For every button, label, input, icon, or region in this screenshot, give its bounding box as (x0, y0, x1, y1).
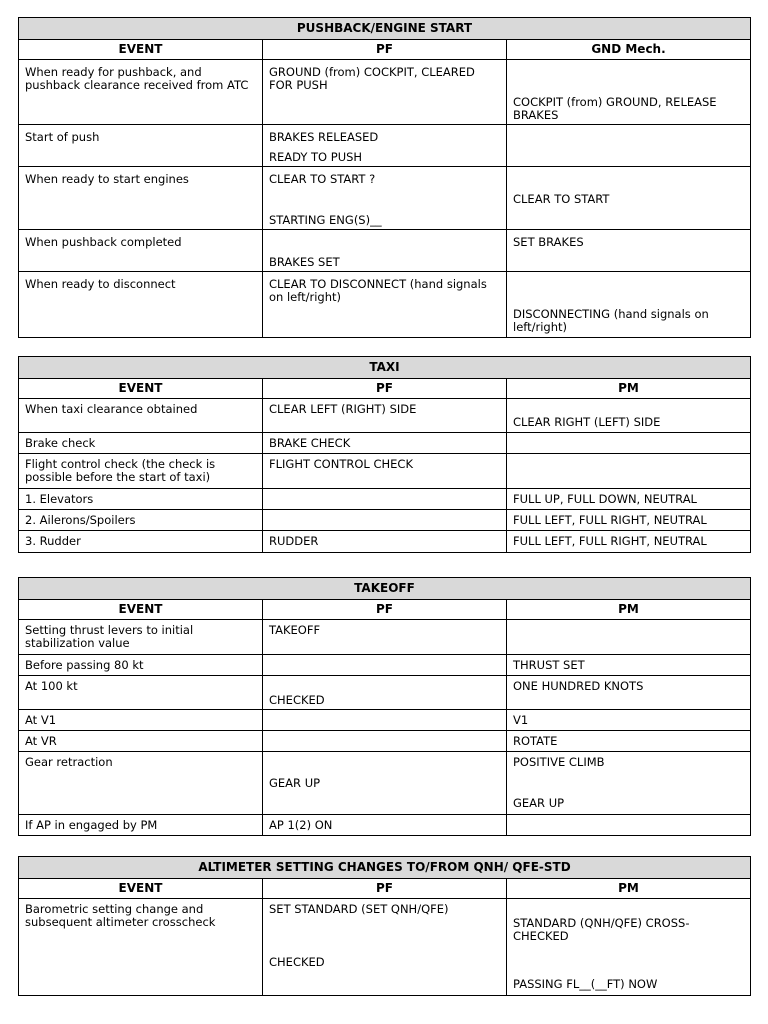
event-cell (19, 815, 263, 836)
procedure-table (18, 356, 751, 553)
column-header: EVENT (19, 40, 263, 60)
event-cell (19, 531, 263, 553)
pf-cell (263, 399, 507, 433)
pf-cell (263, 620, 507, 655)
cell-text: 1. Elevators (25, 492, 94, 506)
response-cell (507, 710, 751, 731)
cell-text: Barometric setting change and subsequent altimeter crosscheck (25, 902, 216, 929)
cell-text: DISCONNECTING (hand signals on left/right) (513, 307, 709, 334)
event-cell (19, 125, 263, 167)
event-cell (19, 454, 263, 489)
table-row (19, 815, 751, 836)
cell-text: Gear retraction (25, 755, 113, 769)
column-header: EVENT (19, 879, 263, 899)
cell-text: CHECKED (269, 955, 325, 969)
cell-text: Start of push (25, 130, 100, 144)
pf-cell (263, 167, 507, 230)
cell-text: Before passing 80 kt (25, 658, 144, 672)
event-cell (19, 433, 263, 454)
table-row (19, 731, 751, 752)
pf-cell (263, 510, 507, 531)
table-row (19, 655, 751, 676)
cell-text: When ready to start engines (25, 172, 189, 186)
cell-text: READY TO PUSH (269, 150, 363, 164)
pf-cell (263, 489, 507, 510)
cell-text: STARTING ENG(S)__ (269, 213, 382, 227)
event-cell (19, 752, 263, 815)
event-cell (19, 489, 263, 510)
event-cell (19, 272, 263, 338)
event-cell (19, 731, 263, 752)
column-header: EVENT (19, 600, 263, 620)
response-cell (507, 655, 751, 676)
column-header: PF (263, 379, 507, 399)
table-row (19, 531, 751, 553)
response-cell (507, 60, 751, 125)
cell-text: If AP in engaged by PM (25, 818, 158, 832)
table-row (19, 899, 751, 996)
response-cell (507, 167, 751, 230)
cell-text: CLEAR TO START (513, 192, 610, 206)
column-header: PF (263, 600, 507, 620)
cell-text: GEAR UP (513, 796, 565, 810)
pf-cell (263, 531, 507, 553)
procedure-table (18, 17, 751, 338)
pf-cell (263, 731, 507, 752)
event-cell (19, 676, 263, 710)
cell-text: At VR (25, 734, 57, 748)
pf-cell (263, 815, 507, 836)
response-cell (507, 230, 751, 272)
table-row (19, 60, 751, 125)
event-cell (19, 510, 263, 531)
event-cell (19, 230, 263, 272)
table-row (19, 399, 751, 433)
cell-text: COCKPIT (from) GROUND, RELEASE BRAKES (513, 95, 717, 122)
cell-text: BRAKES RELEASED (269, 130, 379, 144)
pf-cell (263, 676, 507, 710)
column-header: PM (507, 879, 751, 899)
section-title: TAKEOFF (19, 578, 751, 600)
cell-text: When ready to disconnect (25, 277, 176, 291)
section-title: ALTIMETER SETTING CHANGES TO/FROM QNH/ QFE-STD (19, 857, 751, 879)
cell-text: ROTATE (513, 734, 558, 748)
column-header: EVENT (19, 379, 263, 399)
table-row (19, 454, 751, 489)
column-header: PM (507, 379, 751, 399)
cell-text: 2. Ailerons/Spoilers (25, 513, 136, 527)
cell-text: AP 1(2) ON (269, 818, 333, 832)
cell-text: Flight control check (the check is possible before the start of taxi) (25, 457, 216, 484)
cell-text: SET BRAKES (513, 235, 584, 249)
pf-cell (263, 272, 507, 338)
table-row (19, 167, 751, 230)
response-cell (507, 815, 751, 836)
response-cell (507, 433, 751, 454)
cell-text: PASSING FL__(__FT) NOW (513, 977, 658, 991)
table-row (19, 230, 751, 272)
event-cell (19, 620, 263, 655)
column-header: PF (263, 879, 507, 899)
response-cell (507, 272, 751, 338)
event-cell (19, 399, 263, 433)
table-row (19, 510, 751, 531)
event-cell (19, 655, 263, 676)
event-cell (19, 899, 263, 996)
cell-text: FULL UP, FULL DOWN, NEUTRAL (513, 492, 697, 506)
cell-text: When ready for pushback, and pushback clearance received from ATC (25, 65, 249, 92)
response-cell (507, 454, 751, 489)
cell-text: When taxi clearance obtained (25, 402, 198, 416)
cell-text: CLEAR RIGHT (LEFT) SIDE (513, 415, 661, 429)
pf-cell (263, 230, 507, 272)
column-header: PF (263, 40, 507, 60)
cell-text: POSITIVE CLIMB (513, 755, 605, 769)
cell-text: STANDARD (QNH/QFE) CROSS-CHECKED (513, 916, 690, 943)
event-cell (19, 710, 263, 731)
cell-text: BRAKE CHECK (269, 436, 351, 450)
cell-text: GROUND (from) COCKPIT, CLEARED FOR PUSH (269, 65, 475, 92)
pf-cell (263, 433, 507, 454)
response-cell (507, 731, 751, 752)
pf-cell (263, 899, 507, 996)
response-cell (507, 489, 751, 510)
pf-cell (263, 752, 507, 815)
cell-text: BRAKES SET (269, 255, 340, 269)
cell-text: Setting thrust levers to initial stabilization value (25, 623, 194, 650)
cell-text: V1 (513, 713, 529, 727)
cell-text: FLIGHT CONTROL CHECK (269, 457, 413, 471)
event-cell (19, 60, 263, 125)
pf-cell (263, 125, 507, 167)
column-header: PM (507, 600, 751, 620)
response-cell (507, 531, 751, 553)
cell-text: ONE HUNDRED KNOTS (513, 679, 644, 693)
cell-text: CLEAR LEFT (RIGHT) SIDE (269, 402, 417, 416)
section-title: TAXI (19, 357, 751, 379)
pf-cell (263, 710, 507, 731)
procedure-table (18, 577, 751, 836)
cell-text: Brake check (25, 436, 96, 450)
cell-text: When pushback completed (25, 235, 182, 249)
cell-text: At 100 kt (25, 679, 78, 693)
table-row (19, 710, 751, 731)
response-cell (507, 676, 751, 710)
table-row (19, 752, 751, 815)
table-row (19, 489, 751, 510)
procedure-table (18, 856, 751, 996)
cell-text: CLEAR TO DISCONNECT (hand signals on left/right) (269, 277, 487, 304)
cell-text: THRUST SET (513, 658, 585, 672)
cell-text: RUDDER (269, 534, 319, 548)
cell-text: FULL LEFT, FULL RIGHT, NEUTRAL (513, 513, 707, 527)
pf-cell (263, 454, 507, 489)
response-cell (507, 899, 751, 996)
table-row (19, 676, 751, 710)
pf-cell (263, 655, 507, 676)
event-cell (19, 167, 263, 230)
section-title: PUSHBACK/ENGINE START (19, 18, 751, 40)
cell-text: CLEAR TO START ? (269, 172, 376, 186)
cell-text: FULL LEFT, FULL RIGHT, NEUTRAL (513, 534, 707, 548)
table-row (19, 620, 751, 655)
response-cell (507, 399, 751, 433)
cell-text: SET STANDARD (SET QNH/QFE) (269, 902, 449, 916)
column-header: GND Mech. (507, 40, 751, 60)
response-cell (507, 752, 751, 815)
table-row (19, 125, 751, 167)
response-cell (507, 125, 751, 167)
table-row (19, 433, 751, 454)
cell-text: 3. Rudder (25, 534, 81, 548)
response-cell (507, 510, 751, 531)
table-row (19, 272, 751, 338)
cell-text: At V1 (25, 713, 57, 727)
cell-text: CHECKED (269, 693, 325, 707)
cell-text: TAKEOFF (269, 623, 321, 637)
cell-text: GEAR UP (269, 776, 321, 790)
response-cell (507, 620, 751, 655)
pf-cell (263, 60, 507, 125)
